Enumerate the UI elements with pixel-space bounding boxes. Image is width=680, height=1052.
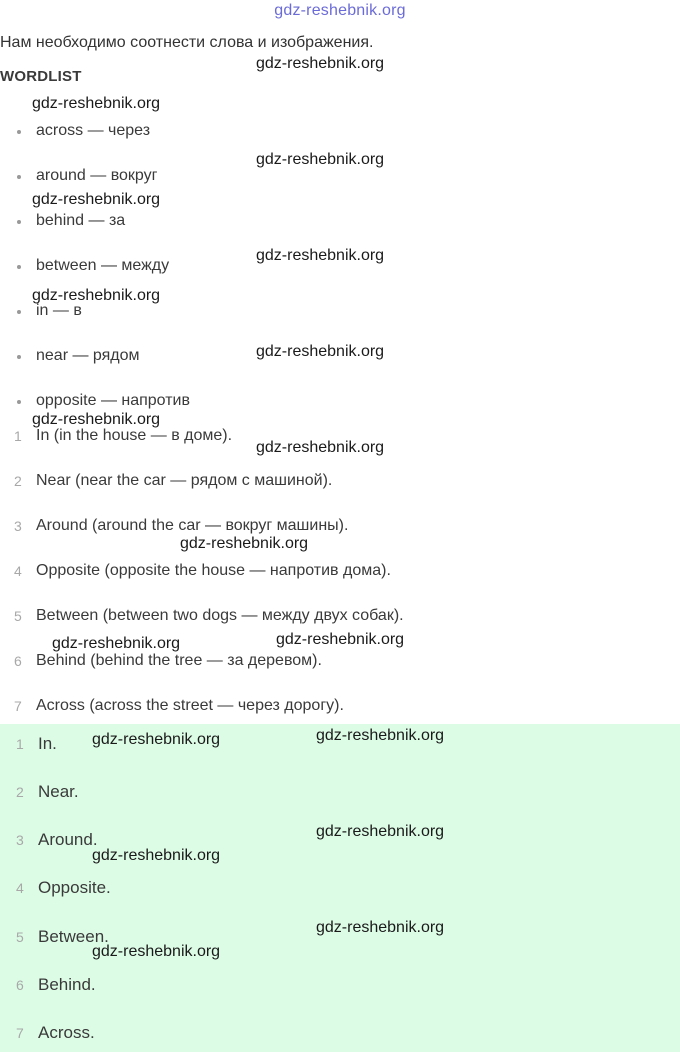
bullet-icon bbox=[17, 400, 21, 404]
watermark: gdz-reshebnik.org bbox=[32, 287, 161, 304]
explanation-text: Behind (behind the tree — за деревом). bbox=[36, 652, 322, 669]
wordlist-title: WORDLIST bbox=[0, 68, 82, 85]
item-number: 6 bbox=[14, 653, 22, 669]
watermark: gdz-reshebnik.org bbox=[256, 55, 385, 72]
item-number: 4 bbox=[16, 880, 24, 896]
item-number: 2 bbox=[14, 473, 22, 489]
watermark: gdz-reshebnik.org bbox=[92, 731, 221, 748]
wordlist-item-text: opposite — напротив bbox=[36, 392, 190, 409]
wordlist-item-text: in — в bbox=[36, 302, 82, 319]
watermark: gdz-reshebnik.org bbox=[52, 635, 181, 652]
explanation-text: Near (near the car — рядом с машиной). bbox=[36, 472, 333, 489]
intro-text: Нам необходимо соотнести слова и изображения. bbox=[0, 34, 374, 51]
item-number: 5 bbox=[14, 608, 22, 624]
item-number: 5 bbox=[16, 929, 24, 945]
watermark: gdz-reshebnik.org bbox=[32, 411, 161, 428]
answer-text: Behind. bbox=[38, 975, 96, 994]
item-number: 7 bbox=[14, 698, 22, 714]
watermark: gdz-reshebnik.org bbox=[276, 631, 405, 648]
item-number: 3 bbox=[14, 518, 22, 534]
bullet-icon bbox=[17, 220, 21, 224]
watermark: gdz-reshebnik.org bbox=[316, 823, 445, 840]
watermark: gdz-reshebnik.org bbox=[256, 247, 385, 264]
header-watermark: gdz-reshebnik.org bbox=[274, 2, 406, 19]
watermark: gdz-reshebnik.org bbox=[92, 847, 221, 864]
item-number: 6 bbox=[16, 977, 24, 993]
wordlist-item-text: behind — за bbox=[36, 212, 126, 229]
watermark: gdz-reshebnik.org bbox=[256, 439, 385, 456]
watermark: gdz-reshebnik.org bbox=[32, 191, 161, 208]
wordlist-item-text: around — вокруг bbox=[36, 167, 158, 184]
bullet-icon bbox=[17, 265, 21, 269]
item-number: 2 bbox=[16, 784, 24, 800]
explanation-text: Opposite (opposite the house — напротив дома). bbox=[36, 562, 391, 579]
watermark: gdz-reshebnik.org bbox=[180, 535, 309, 552]
watermark: gdz-reshebnik.org bbox=[256, 343, 385, 360]
answer-text: Between. bbox=[38, 927, 109, 946]
wordlist-item-text: between — между bbox=[36, 257, 170, 274]
bullet-icon bbox=[17, 310, 21, 314]
watermark: gdz-reshebnik.org bbox=[92, 943, 221, 960]
explanation-text: Around (around the car — вокруг машины). bbox=[36, 517, 349, 534]
item-number: 4 bbox=[14, 563, 22, 579]
watermark: gdz-reshebnik.org bbox=[316, 727, 445, 744]
explanation-text: Across (across the street — через дорогу). bbox=[36, 697, 344, 714]
answer-text: Around. bbox=[38, 830, 98, 849]
bullet-icon bbox=[17, 175, 21, 179]
wordlist-item-text: near — рядом bbox=[36, 347, 140, 364]
answer-box bbox=[0, 724, 680, 1052]
watermark: gdz-reshebnik.org bbox=[256, 151, 385, 168]
watermark: gdz-reshebnik.org bbox=[32, 95, 161, 112]
answer-text: Across. bbox=[38, 1023, 95, 1042]
answer-text: Near. bbox=[38, 782, 79, 801]
watermark: gdz-reshebnik.org bbox=[316, 919, 445, 936]
bullet-icon bbox=[17, 355, 21, 359]
item-number: 1 bbox=[14, 428, 22, 444]
answer-text: Opposite. bbox=[38, 878, 111, 897]
wordlist-item-text: across — через bbox=[36, 122, 151, 139]
explanation-text: Between (between two dogs — между двух собак). bbox=[36, 607, 404, 624]
item-number: 3 bbox=[16, 832, 24, 848]
item-number: 1 bbox=[16, 736, 24, 752]
explanation-text: In (in the house — в доме). bbox=[36, 427, 233, 444]
answer-text: In. bbox=[38, 734, 57, 753]
bullet-icon bbox=[17, 130, 21, 134]
item-number: 7 bbox=[16, 1025, 24, 1041]
